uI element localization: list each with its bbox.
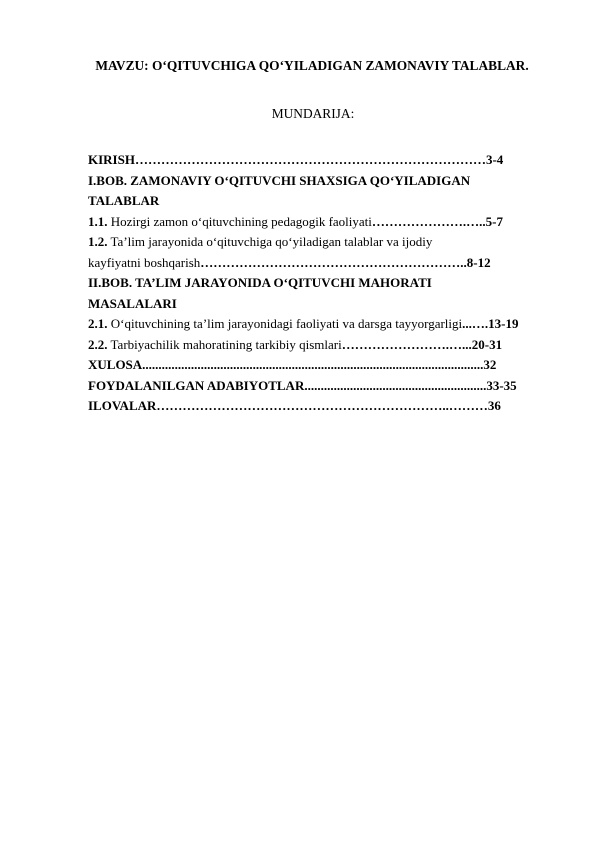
toc-section-title: Ta’lim jarayonida o‘qituvchiga qo‘yiladigan talablar va ijodiy [107,234,433,249]
toc-section-title: Hozirgi zamon o‘qituvchining pedagogik faoliyati [107,213,372,229]
toc-chapter-1-title-cont: TALABLAR [88,193,160,208]
toc-section-title: O‘qituvchining ta’lim jarayonidagi faoliyati va darsga tayyorgarligi [107,316,463,331]
toc-entry-1-2-cont [88,253,558,274]
toc-entry-appendices: ILOVALAR…………………………………………………………..………36 [88,398,501,413]
toc-entry-conclusion: XULOSA.........................................................................................................32 [88,357,497,372]
toc-page-range: ………………….…..5-7 [371,213,503,229]
document-title: MAVZU: O‘QITUVCHIGA QO‘YILADIGAN ZAMONAVIY TALABLAR. [95,58,529,73]
table-of-contents [88,150,558,417]
toc-entry-references: FOYDALANILGAN ADABIYOTLAR........................................................33-35 [88,377,517,393]
toc-section-number: 2.1. [88,316,108,331]
toc-section-number: 1.2. [88,234,108,249]
toc-section-number: 1.1. [88,213,108,229]
toc-chapter-2-title-cont: MASALALARI [88,295,177,311]
toc-chapter-1-title: I.BOB. ZAMONAVIY O‘QITUVCHI SHAXSIGA QO‘YILADIGAN [88,172,471,188]
toc-page-range: ……………………………………………………..8-12 [200,254,491,270]
toc-section-title: kayfiyatni boshqarish [88,254,201,270]
toc-page-range: …………………….…...20-31 [341,336,503,352]
toc-entry-1-1 [88,212,558,233]
toc-page-range: ...….13-19 [462,316,519,331]
contents-heading: MUNDARIJA: [271,106,355,121]
toc-section-title: Tarbiyachilik mahoratining tarkibiy qismlari [107,336,342,352]
toc-entry-2-2 [88,335,558,356]
toc-section-number: 2.2. [88,336,108,352]
toc-entry-1-2 [88,232,558,253]
toc-chapter-2-title: II.BOB. TA’LIM JARAYONIDA O‘QITUVCHI MAHORATI [88,275,432,290]
toc-entry-2-1 [88,314,558,335]
toc-entry-intro: KIRISH………………………………………………………………………3-4 [88,152,504,167]
